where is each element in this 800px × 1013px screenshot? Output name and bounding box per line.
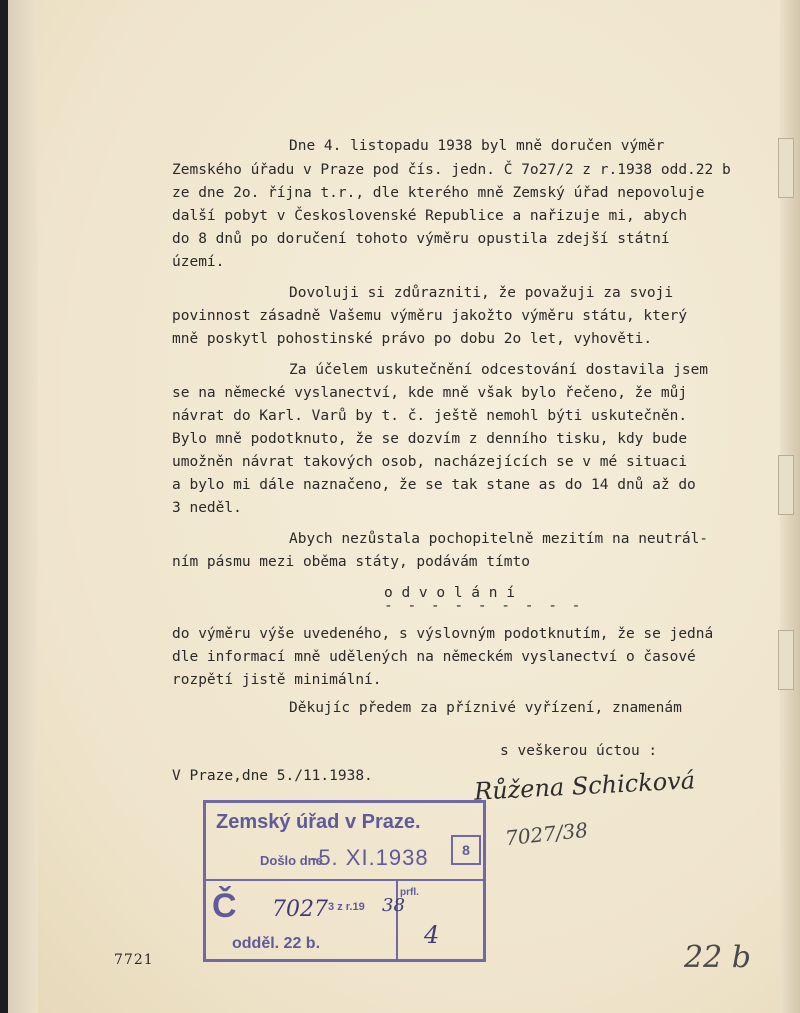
stamp-received-label: Došlo dne [260, 853, 323, 868]
stamp-box-number: 8 [451, 835, 481, 865]
handwritten-signature: Růžena Schicková [473, 766, 696, 806]
stamp-prefix: Č [212, 887, 237, 925]
letter-line: dle informací mně udělených na německém vyslanectví o časové [172, 649, 696, 665]
stamp-attachments-label: prfl. [400, 887, 419, 898]
binding-tab [778, 138, 794, 198]
stamp-ref-sub: 3 [328, 901, 335, 913]
stamp-year-prefix: z r.19 [337, 901, 365, 913]
letter-line: ním pásmu mezi oběma státy, podávám tímto [172, 554, 530, 570]
handwritten-corner-note: 22 b [684, 940, 751, 975]
letter-line: Za účelem uskutečnění odcestování dostavila jsem [289, 362, 709, 378]
letter-line: 3 neděl. [172, 500, 242, 516]
page-number: 7721 [114, 952, 154, 968]
place-date: V Praze,dne 5./11.1938. [172, 768, 373, 784]
appeal-heading-underline: - - - - - - - - - [384, 598, 584, 614]
stamp-divider [206, 879, 483, 881]
received-stamp [203, 800, 486, 962]
handwritten-reference-note: 7027/38 [503, 817, 590, 851]
letter-line: rozpětí jistě minimální. [172, 672, 382, 688]
letter-line: další pobyt v Československé Republice a nařizuje mi, abych [172, 208, 688, 224]
stamp-received-date: -5. XI.1938 [310, 845, 429, 870]
letter-line: Dovoluji si zdůrazniti, že považuji za svoji [289, 285, 674, 301]
stamp-year: 38 [382, 895, 405, 916]
letter-line: území. [172, 254, 225, 270]
stamp-office-title: Zemský úřad v Praze. [216, 811, 421, 833]
letter-line: Zemského úřadu v Praze pod čís. jedn. Č 7o27/2 z r.1938 odd.22 b [172, 162, 731, 178]
letter-line: povinnost zásadně Vašemu výměru jakožto výměru státu, který [172, 308, 688, 324]
letter-line: do 8 dnů po doručení tohoto výměru opustila zdejší státní [172, 231, 670, 247]
letter-line: návrat do Karl. Varů by t. č. ještě nemohl býti uskutečněn. [172, 408, 688, 424]
paper-left-edge [8, 0, 38, 1013]
letter-line: Bylo mně podotknuto, že se dozvím z denního tisku, kdy bude [172, 431, 688, 447]
letter-line: a bylo mi dále naznačeno, že se tak stane as do 14 dnů až do [172, 477, 696, 493]
letter-line: do výměru výše uvedeného, s výslovným podotknutím, že se jedná [172, 626, 714, 642]
letter-line: Dne 4. listopadu 1938 byl mně doručen výměr [289, 138, 665, 154]
binding-tab [778, 630, 794, 690]
appeal-heading: o d v o l á n í [384, 585, 515, 601]
closing-line: Děkujíc předem za příznivé vyřízení, znamenám [289, 700, 682, 716]
letter-line: se na německé vyslanectví, kde mně však bylo řečeno, že můj [172, 385, 688, 401]
stamp-divider [396, 881, 398, 961]
letter-line: umožněn návrat takových osob, nacházejících se v mé situaci [172, 454, 688, 470]
letter-line: ze dne 2o. října t.r., dle kterého mně Zemský úřad nepovoluje [172, 185, 705, 201]
stamp-department: odděl. 22 b. [232, 935, 321, 952]
letter-line: Abych nezůstala pochopitelně mezitím na neutrál- [289, 531, 709, 547]
stamp-reference-number: 7027 [272, 897, 328, 922]
binding-tab [778, 455, 794, 515]
stamp-attachments-count: 4 [424, 921, 440, 949]
letter-line: mně poskytl pohostinské právo po dobu 2o let, vyhověti. [172, 331, 653, 347]
stamp-year-label [328, 901, 365, 913]
regards-line: s veškerou úctou : [500, 743, 658, 759]
